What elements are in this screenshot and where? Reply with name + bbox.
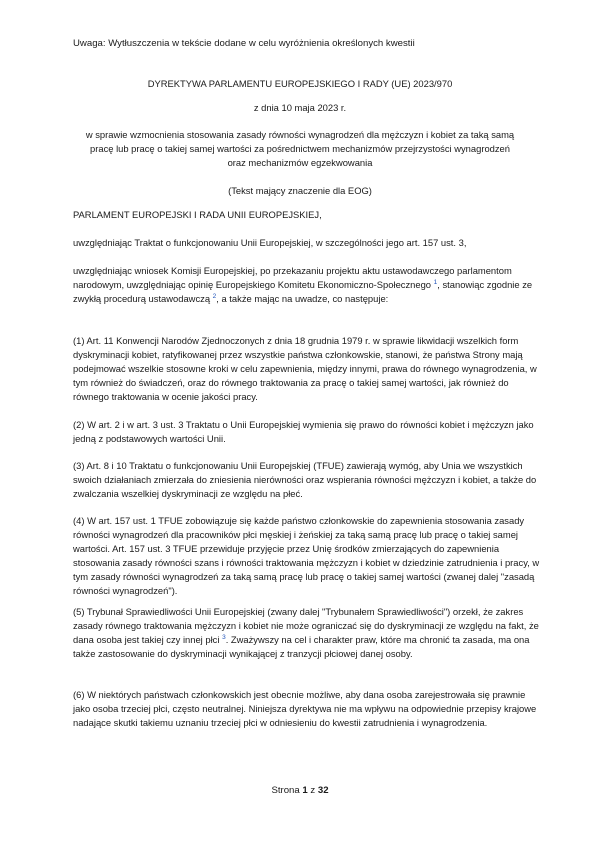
having-regard-proposal-text-a: uwzględniając wniosek Komisji Europejskiej, po przekazaniu projektu aktu ustawodawczego parlamentom narodowym, uwzględniając opinię Europejskiego Komitetu Ekonomiczno-Społecznego bbox=[73, 265, 512, 291]
footer-separator: z bbox=[310, 785, 316, 796]
recital-2: (2) W art. 2 i w art. 3 ust. 3 Traktatu o Unii Europejskiej wymienia się prawo do równości kobiet i mężczyzn jako jedną z podstawowych wartości Unii. bbox=[73, 419, 534, 445]
recital-5-text-b: . Zważywszy na cel i charakter praw, które ma chronić ta zasada, ma ona także zastosowanie do dyskryminacji wynikającej z tranzycji płciowej danej osoby. bbox=[73, 634, 530, 660]
having-regard-proposal-text-b: , stanowiąc zgodnie ze zwykłą procedurą ustawodawczą bbox=[73, 279, 533, 305]
having-regard-proposal-text-c: , a także mając na uwadze, co następuje: bbox=[216, 293, 389, 305]
footnote-ref-1[interactable]: 1 bbox=[433, 278, 438, 286]
recital-5-text-a: (5) Trybunał Sprawiedliwości Unii Europejskiej (zwany dalej "Trybunałem Sprawiedliwości") orzekł, że zakres zasady równego traktowania mężczyzn i kobiet nie może ograniczać się do dyskryminacji ze względu na fakt, że dana osoba jest takiej czy innej płci bbox=[73, 606, 539, 646]
footnote-ref-2[interactable]: 2 bbox=[212, 293, 217, 301]
recital-5 bbox=[73, 605, 541, 661]
directive-subject: w sprawie wzmocnienia stosowania zasady równości wynagrodzeń dla mężczyzn i kobiet za taką samą pracę lub pracę o takiej samej wartości za pośrednictwem mechanizmów przejrzystości wynagrodzeń oraz mechanizmów egzekwowania bbox=[85, 129, 515, 168]
footer-page-number: 1 bbox=[302, 785, 308, 796]
footer-page-total: 32 bbox=[317, 785, 329, 796]
footer-page-label: Strona bbox=[271, 785, 300, 796]
directive-date: z dnia 10 maja 2023 r. bbox=[253, 102, 347, 113]
having-regard-treaty: uwzględniając Traktat o funkcjonowaniu Unii Europejskiej, w szczególności jego art. 157 ust. 3, bbox=[73, 237, 467, 248]
recital-6: (6) W niektórych państwach członkowskich jest obecnie możliwe, aby dana osoba zarejestrowała się prawnie jako osoba trzeciej płci, często neutralnej. Niniejsza dyrektywa nie ma wpływu na odpowiednie przepisy krajowe nadające skutki takiemu uznaniu trzeciej płci w odniesieniu do kwestii zatrudnienia i wynagrodzenia. bbox=[73, 689, 537, 729]
having-regard-proposal bbox=[73, 264, 541, 306]
emphasis-note: Uwaga: Wytłuszczenia w tekście dodane w celu wyróżnienia określonych kwestii bbox=[73, 38, 415, 49]
recital-1: (1) Art. 11 Konwencji Narodów Zjednoczonych z dnia 18 grudnia 1979 r. w sprawie likwidacji wszelkich form dyskryminacji kobiet, ratyfikowanej przez wszystkie państwa członkowskie, stanowi, że państwa Strony mają podejmować wszelkie stosowne kroki w celu zapewnienia, między innymi, prawa do równego wynagrodzenia, w tym również do świadczeń, oraz do równego traktowania za pracę o takiej samej wartości, jak również do równego traktowania w ocenie jakości pracy. bbox=[73, 335, 537, 403]
page-footer bbox=[0, 785, 600, 796]
recital-4: (4) W art. 157 ust. 1 TFUE zobowiązuje się każde państwo członkowskie do zapewnienia stosowania zasady równości wynagrodzeń dla pracowników płci męskiej i żeńskiej za taką samą pracę lub pracę o takiej samej wartości. Art. 157 ust. 3 TFUE przewiduje przyjęcie przez Unię środków zmierzających do zapewnienia stosowania zasady równości szans i równości traktowania mężczyzn i kobiet w dziedzinie zatrudnienia i pracy, w tym zasady równości wynagrodzeń za taką samą pracę lub pracę o takiej samej wartości (zwanej dalej "zasadą równości wynagrodzeń"). bbox=[73, 515, 540, 597]
intro-paragraph: PARLAMENT EUROPEJSKI I RADA UNII EUROPEJSKIEJ, bbox=[73, 209, 322, 220]
directive-title: DYREKTYWA PARLAMENTU EUROPEJSKIEGO I RADY (UE) 2023/970 bbox=[147, 78, 453, 89]
eea-relevance: (Tekst mający znaczenie dla EOG) bbox=[228, 185, 372, 196]
recital-3: (3) Art. 8 i 10 Traktatu o funkcjonowaniu Unii Europejskiej (TFUE) zawierają wymóg, aby Unia we wszystkich swoich działaniach zmierzała do zniesienia nierówności oraz wspierania równości mężczyzn i kobiet, a także do zwalczania wszelkiej dyskryminacji ze względu na płeć. bbox=[73, 460, 537, 500]
footnote-ref-3[interactable]: 3 bbox=[222, 634, 226, 642]
